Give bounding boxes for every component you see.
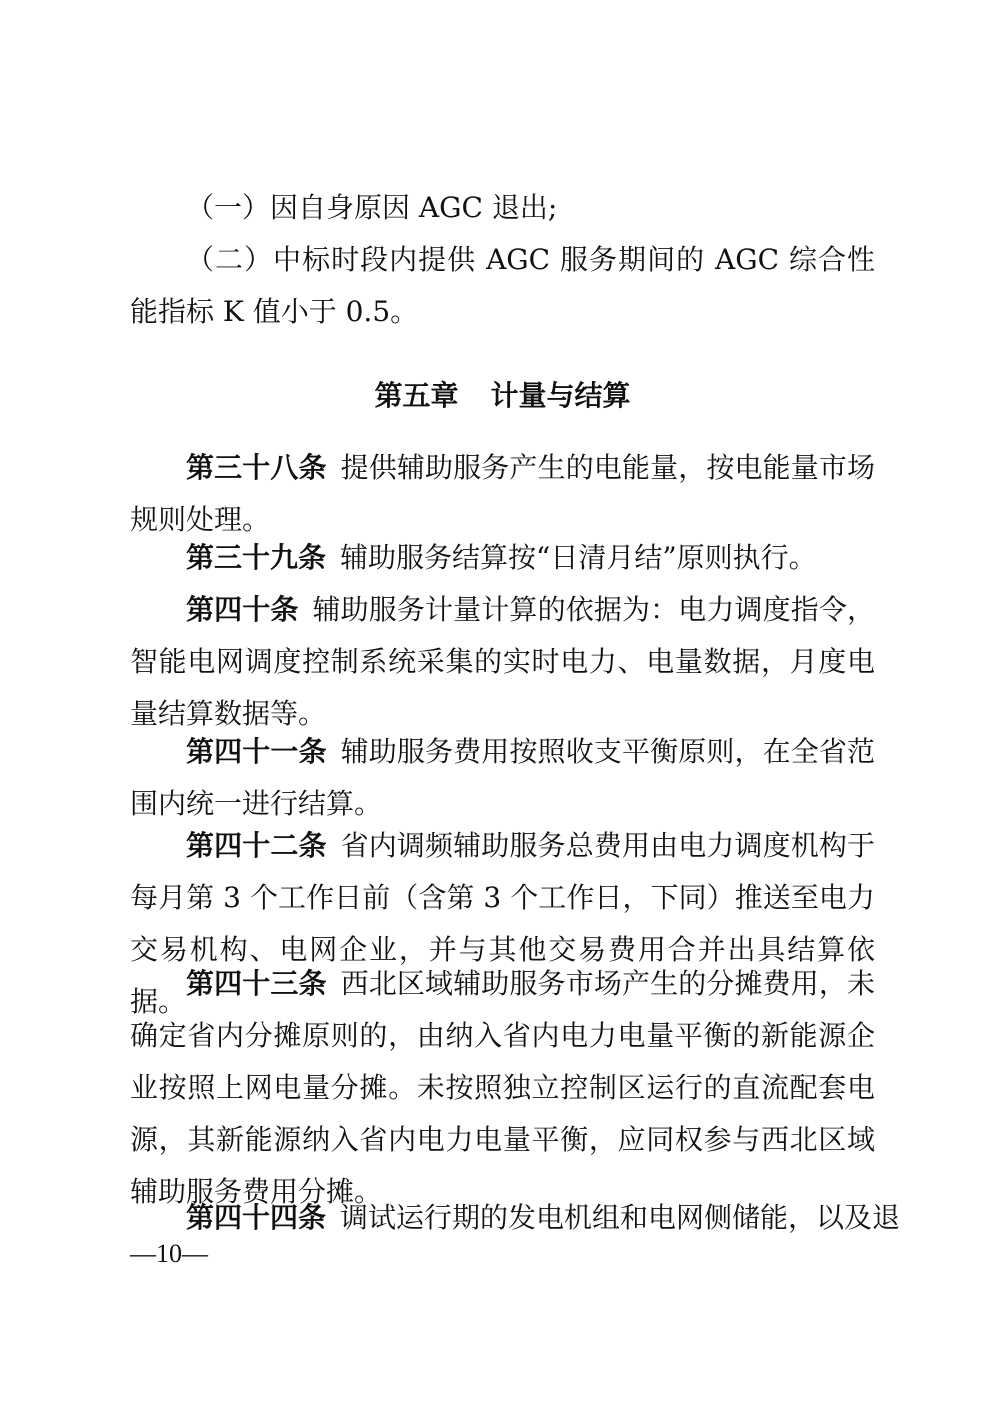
article-number: 第四十条 — [186, 593, 299, 626]
article-text: 提供辅助服务产生的电能量，按电能量市场规则处理。 — [130, 451, 875, 536]
article — [130, 1192, 901, 1244]
article — [130, 726, 875, 830]
article-text: 辅助服务计量计算的依据为：电力调度指令，智能电网调度控制系统采集的实时电力、电量数据，月度电量结算数据等。 — [130, 593, 875, 730]
page-number: —10— — [130, 1239, 208, 1268]
article-text: 调试运行期的发电机组和电网侧储能，以及退 — [340, 1201, 901, 1234]
article-number: 第四十一条 — [186, 735, 327, 768]
chapter-title: 计量与结算 — [490, 379, 631, 412]
article — [130, 584, 875, 740]
article-text: 西北区域辅助服务市场产生的分摊费用，未确定省内分摊原则的，由纳入省内电力电量平衡的新能源企业按照上网电量分摊。未按照独立控制区运行的直流配套电源，其新能源纳入省内电力电量平衡，应同权参与西北区域辅助服务费用分摊。 — [130, 967, 875, 1208]
article-number: 第三十九条 — [186, 541, 327, 574]
article — [130, 958, 875, 1218]
chapter-number: 第五章 — [374, 379, 459, 412]
article-text: 辅助服务结算按“日清月结”原则执行。 — [340, 541, 817, 574]
article-text: 省内调频辅助服务总费用由电力调度机构于每月第 3 个工作日前（含第 3 个工作日，下同）推送至电力交易机构、电网企业，并与其他交易费用合并出具结算依据。 — [130, 829, 875, 1018]
article-number: 第三十八条 — [186, 451, 327, 484]
article — [130, 532, 875, 584]
article-number: 第四十三条 — [186, 967, 327, 1000]
chapter-heading — [130, 370, 875, 422]
article — [130, 442, 875, 546]
article-number: 第四十二条 — [186, 829, 327, 862]
article-text: 辅助服务费用按照收支平衡原则，在全省范围内统一进行结算。 — [130, 735, 875, 820]
article-number: 第四十四条 — [186, 1201, 327, 1234]
clause-1: （一）因自身原因 AGC 退出; — [186, 191, 558, 224]
clause-2: （二）中标时段内提供 AGC 服务期间的 AGC 综合性能指标 K 值小于 0.5。 — [130, 243, 875, 328]
